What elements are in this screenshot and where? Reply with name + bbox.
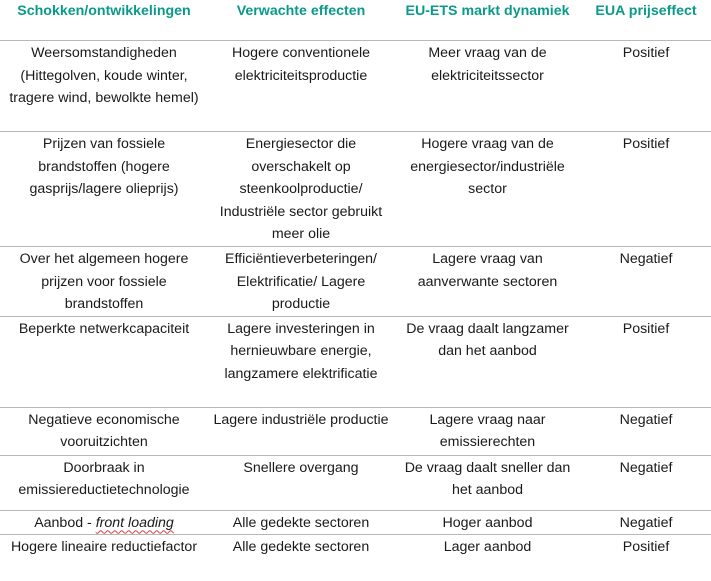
table-row bbox=[0, 510, 711, 535]
cell-effect: Efficiëntieverbeteringen/ Elektrificatie/ Lagere productie bbox=[208, 247, 394, 317]
table-row bbox=[0, 316, 711, 407]
cell-price-effect: Negatief bbox=[581, 510, 711, 535]
cell-shock-prefix: Aanbod - bbox=[34, 515, 96, 531]
cell-dynamics: Meer vraag van de elektriciteitssector bbox=[394, 41, 581, 132]
table-row bbox=[0, 455, 711, 510]
cell-effect: Alle gedekte sectoren bbox=[208, 535, 394, 581]
header-market-dynamics: EU-ETS markt dynamiek bbox=[394, 0, 581, 41]
cell-dynamics: Hogere vraag van de energiesector/industriële sector bbox=[394, 132, 581, 247]
table-row bbox=[0, 407, 711, 455]
cell-shock: Beperkte netwerkcapaciteit bbox=[0, 316, 208, 407]
table-row bbox=[0, 247, 711, 317]
table-header-row bbox=[0, 0, 711, 41]
cell-shock: Negatieve economische vooruitzichten bbox=[0, 407, 208, 455]
header-expected-effects: Verwachte effecten bbox=[208, 0, 394, 41]
cell-price-effect: Positief bbox=[581, 316, 711, 407]
cell-price-effect: Negatief bbox=[581, 407, 711, 455]
cell-effect: Snellere overgang bbox=[208, 455, 394, 510]
cell-effect: Hogere conventionele elektriciteitsproductie bbox=[208, 41, 394, 132]
table-row bbox=[0, 41, 711, 132]
cell-price-effect: Positief bbox=[581, 132, 711, 247]
cell-dynamics: Lagere vraag naar emissierechten bbox=[394, 407, 581, 455]
table-row bbox=[0, 535, 711, 581]
cell-dynamics: Lagere vraag van aanverwante sectoren bbox=[394, 247, 581, 317]
cell-shock bbox=[0, 510, 208, 535]
cell-price-effect: Positief bbox=[581, 41, 711, 132]
header-shocks: Schokken/ontwikkelingen bbox=[0, 0, 208, 41]
cell-price-effect: Positief bbox=[581, 535, 711, 581]
cell-effect: Lagere investeringen in hernieuwbare energie, langzamere elektrificatie bbox=[208, 316, 394, 407]
cell-effect: Alle gedekte sectoren bbox=[208, 510, 394, 535]
cell-shock: Prijzen van fossiele brandstoffen (hogere gasprijs/lagere olieprijs) bbox=[0, 132, 208, 247]
cell-dynamics: De vraag daalt langzamer dan het aanbod bbox=[394, 316, 581, 407]
cell-price-effect: Negatief bbox=[581, 247, 711, 317]
cell-effect: Lagere industriële productie bbox=[208, 407, 394, 455]
cell-shock: Weersomstandigheden (Hittegolven, koude winter, tragere wind, bewolkte hemel) bbox=[0, 41, 208, 132]
cell-price-effect: Negatief bbox=[581, 455, 711, 510]
header-price-effect: EUA prijseffect bbox=[581, 0, 711, 41]
cell-shock-italic: front loading bbox=[96, 515, 174, 531]
cell-shock: Doorbraak in emissiereductietechnologie bbox=[0, 455, 208, 510]
cell-shock: Over het algemeen hogere prijzen voor fossiele brandstoffen bbox=[0, 247, 208, 317]
cell-shock: Hogere lineaire reductiefactor bbox=[0, 535, 208, 581]
cell-dynamics: De vraag daalt sneller dan het aanbod bbox=[394, 455, 581, 510]
cell-effect: Energiesector die overschakelt op steenkoolproductie/ Industriële sector gebruikt meer olie bbox=[208, 132, 394, 247]
table-row bbox=[0, 132, 711, 247]
cell-dynamics: Hoger aanbod bbox=[394, 510, 581, 535]
cell-dynamics: Lager aanbod bbox=[394, 535, 581, 581]
